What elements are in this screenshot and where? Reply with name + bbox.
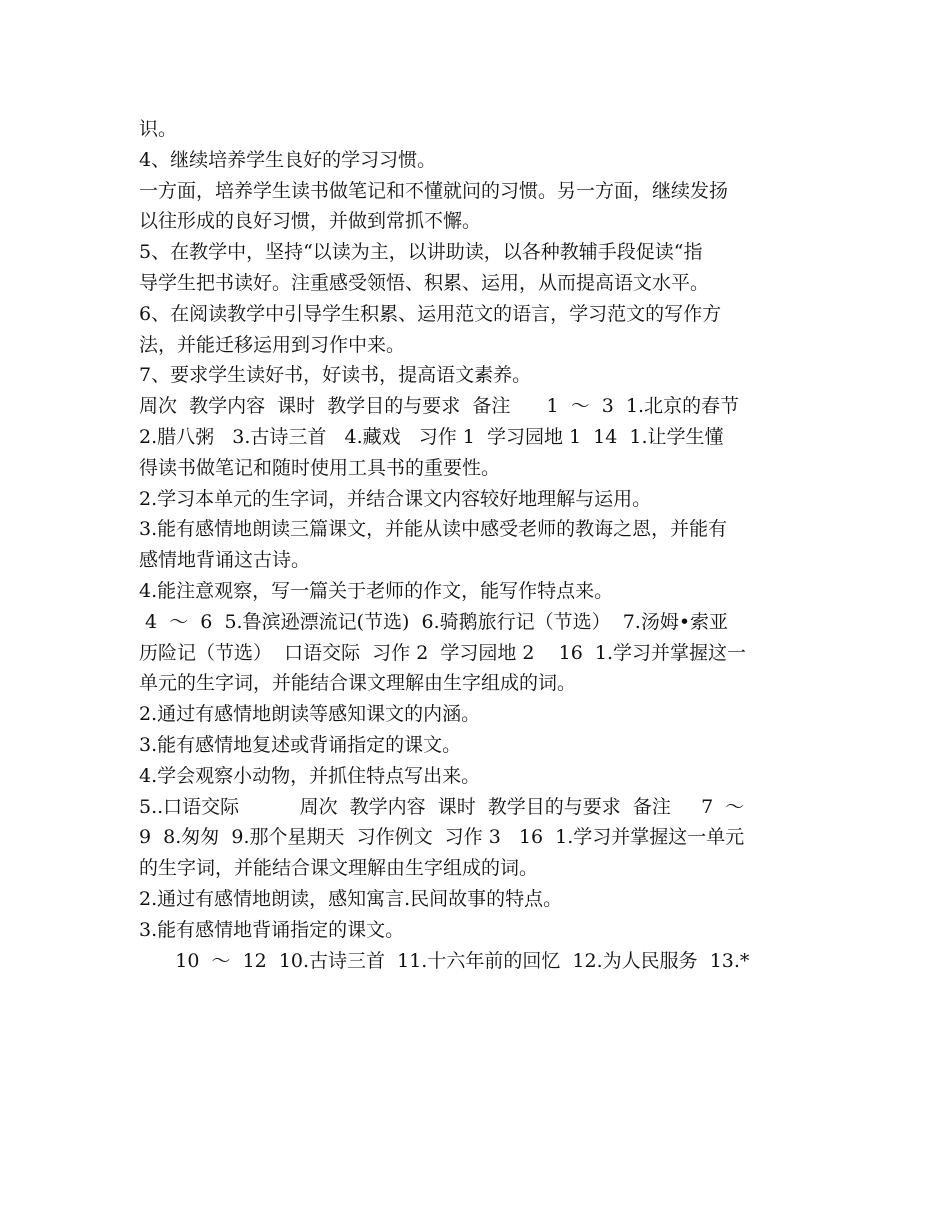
text-line: 3.能有感情地背诵指定的课文。 (139, 918, 405, 941)
text-line: 7、要求学生读好书，好读书，提高语文素养。 (139, 364, 532, 387)
text-line: 得读书做笔记和随时使用工具书的重要性。 (139, 456, 501, 479)
text-line: 2.腊八粥 3.古诗三首 4.藏戏 习作 1 学习园地 1 14 1.让学生懂 (139, 425, 724, 448)
document-page (139, 114, 819, 976)
text-line: 3.能有感情地复述或背诵指定的课文。 (139, 733, 462, 756)
text-line: 4、继续培养学生良好的学习习惯。 (139, 148, 437, 171)
text-line: 5..口语交际 周次 教学内容 课时 教学目的与要求 备注 7 ～ (139, 795, 745, 818)
text-line: 历险记（节选） 口语交际 习作 2 学习园地 2 16 1.学习并掌握这一 (139, 641, 747, 664)
text-line: 识。 (139, 118, 178, 140)
text-line: 2.通过有感情地朗读等感知课文的内涵。 (139, 703, 481, 726)
text-line: 4.能注意观察，写一篇关于老师的作文，能写作特点来。 (139, 579, 614, 602)
text-line: 4 ～ 6 5.鲁滨逊漂流记(节选) 6.骑鹅旅行记（节选） 7.汤姆•索亚 (139, 610, 729, 633)
text-line: 一方面，培养学生读书做笔记和不懂就问的习惯。另一方面，继续发扬 (139, 179, 729, 202)
text-line: 9 8.匆匆 9.那个星期天 习作例文 习作 3 16 1.学习并掌握这一单元 (139, 826, 745, 849)
text-line: 单元的生字词，并能结合课文理解由生字组成的词。 (139, 672, 577, 695)
text-line: 感情地背诵这古诗。 (139, 549, 311, 572)
text-line: 10 ～ 12 10.古诗三首 11.十六年前的回忆 12.为人民服务 13.* (139, 949, 750, 972)
text-line: 6、在阅读教学中引导学生积累、运用范文的语言，学习范文的写作方 (139, 302, 722, 325)
text-line: 法，并能迁移运用到习作中来。 (139, 333, 406, 356)
text-line: 以往形成的良好习惯，并做到常抓不懈。 (139, 210, 482, 233)
text-line: 4.学会观察小动物，并抓住特点写出来。 (139, 764, 481, 787)
text-line: 周次 教学内容 课时 教学目的与要求 备注 1 ～ 3 1.北京的春节 (139, 395, 740, 418)
text-line: 2.学习本单元的生字词，并结合课文内容较好地理解与运用。 (139, 487, 652, 510)
text-line: 5、在教学中，坚持“以读为主，以讲助读，以各种教辅手段促读“指 (139, 241, 703, 264)
text-line: 3.能有感情地朗读三篇课文，并能从读中感受老师的教诲之恩，并能有 (139, 518, 728, 541)
text-line: 导学生把书读好。注重感受领悟、积累、运用，从而提高语文水平。 (139, 271, 710, 294)
text-line: 的生字词，并能结合课文理解由生字组成的词。 (139, 857, 539, 880)
text-line: 2.通过有感情地朗读，感知寓言.民间故事的特点。 (139, 887, 563, 910)
